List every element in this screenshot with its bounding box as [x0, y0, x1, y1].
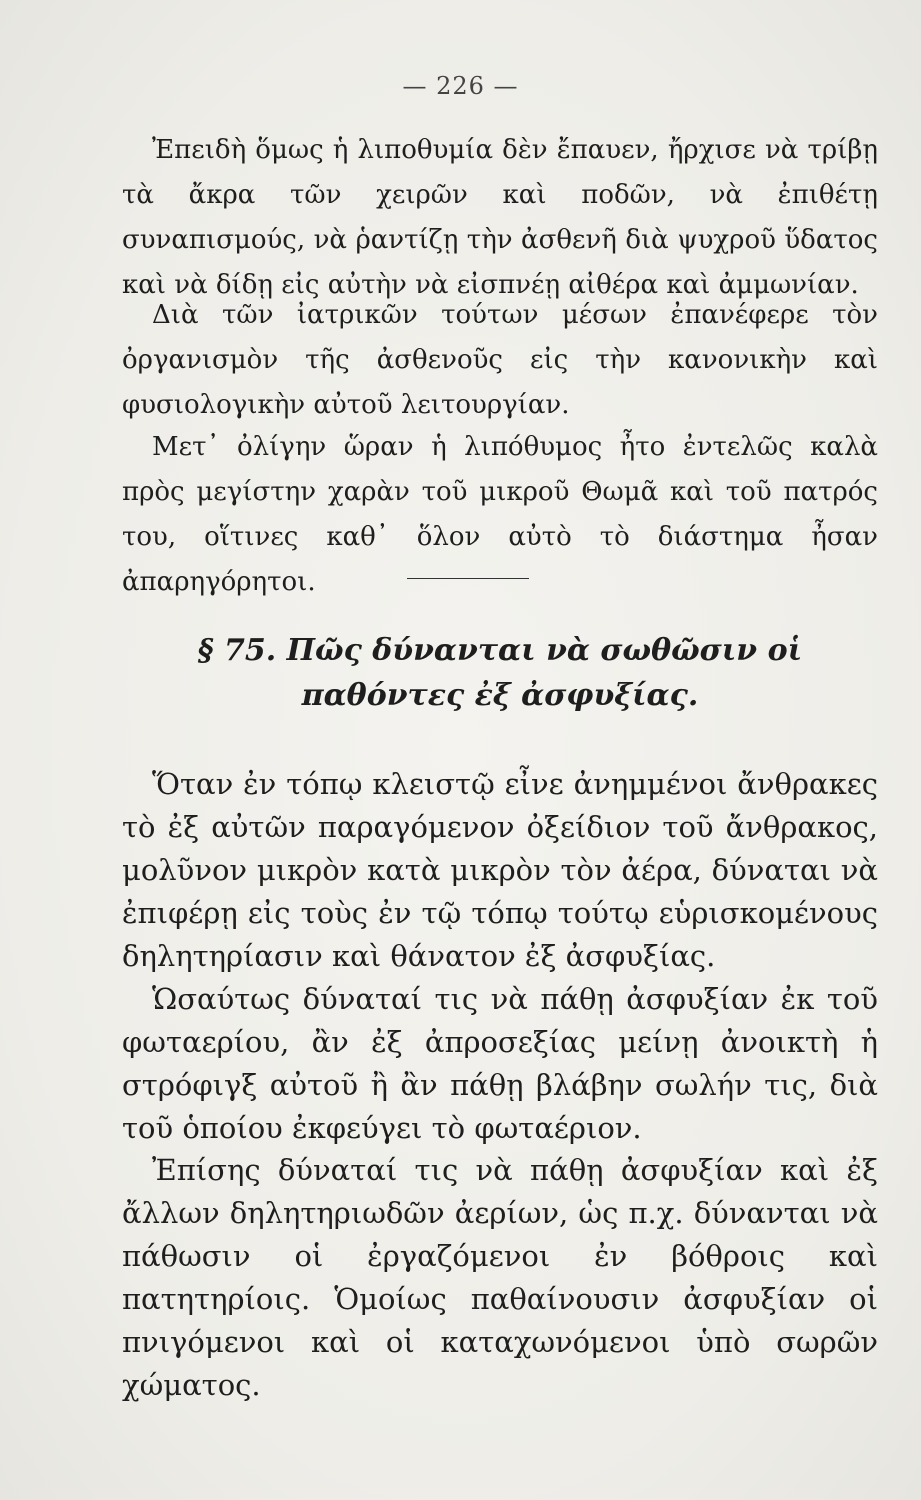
page-number: — 226 — [402, 72, 519, 100]
section-divider [407, 578, 529, 579]
paragraph-5: Ὡσαύτως δύναταί τις νὰ πάθῃ ἀσφυξίαν ἐκ τοῦ φωταερίου, ἂν ἐξ ἀπροσεξίας μείνῃ ἀνοικτὴ ἡ στρόφιγξ αὐτοῦ ἢ ἂν πάθῃ βλάβην σωλήν τις, διὰ τοῦ ὁποίου ἐκφεύγει τὸ φωταέριον. [122, 982, 878, 1145]
section-title: Πῶς δύνανται νὰ σωθῶσιν οἱ παθόντες ἐξ ἀσφυξίας. [286, 633, 803, 713]
section-number: § 75. [197, 633, 277, 668]
paragraph-4: Ὅταν ἐν τόπῳ κλειστῷ εἶνε ἀνημμένοι ἄνθρακες τὸ ἐξ αὐτῶν παραγόμενον ὀξείδιον τοῦ ἄνθρακος, μολῦνον μικρὸν κατὰ μικρὸν τὸν ἀέρα, δύναται νὰ ἐπιφέρῃ εἰς τοὺς ἐν τῷ τόπῳ τούτῳ εὑρισκομένους δηλητηρίασιν καὶ θάνατον ἐξ ἀσφυξίας. [122, 767, 878, 973]
paragraph-3: Μετ᾿ ὀλίγην ὥραν ἡ λιπόθυμος ἦτο ἐντελῶς καλὰ πρὸς μεγίστην χαρὰν τοῦ μικροῦ Θωμᾶ καὶ τοῦ πατρός του, οἵτινες καθ᾿ ὅλον αὐτὸ τὸ διάστημα ἦσαν ἀπαρηγόρητοι. [122, 432, 878, 597]
paragraph-6: Ἐπίσης δύναταί τις νὰ πάθῃ ἀσφυξίαν καὶ ἐξ ἄλλων δηλητηριωδῶν ἀερίων, ὡς π.χ. δύνανται νὰ πάθωσιν οἱ ἐργαζόμενοι ἐν βόθροις καὶ πατητηρίοις. Ὁμοίως παθαίνουσιν ἀσφυξίαν οἱ πνιγόμενοι καὶ οἱ καταχωνόμενοι ὑπὸ σωρῶν χώματος. [122, 1153, 878, 1402]
paragraph-2: Διὰ τῶν ἰατρικῶν τούτων μέσων ἐπανέφερε τὸν ὀργανισμὸν τῆς ἀσθενοῦς εἰς τὴν κανονικὴν καὶ φυσιολογικὴν αὐτοῦ λειτουργίαν. [122, 300, 878, 420]
paragraph-1: Ἐπειδὴ ὅμως ἡ λιποθυμία δὲν ἔπαυεν, ἤρχισε νὰ τρίβῃ τὰ ἄκρα τῶν χειρῶν καὶ ποδῶν, νὰ ἐπιθέτῃ συναπισμούς, νὰ ῥαντίζῃ τὴν ἀσθενῆ διὰ ψυχροῦ ὕδατος καὶ νὰ δίδῃ εἰς αὐτὴν νὰ εἰσπνέῃ αἰθέρα καὶ ἀμμωνίαν. [122, 135, 878, 300]
section-heading [122, 628, 878, 718]
